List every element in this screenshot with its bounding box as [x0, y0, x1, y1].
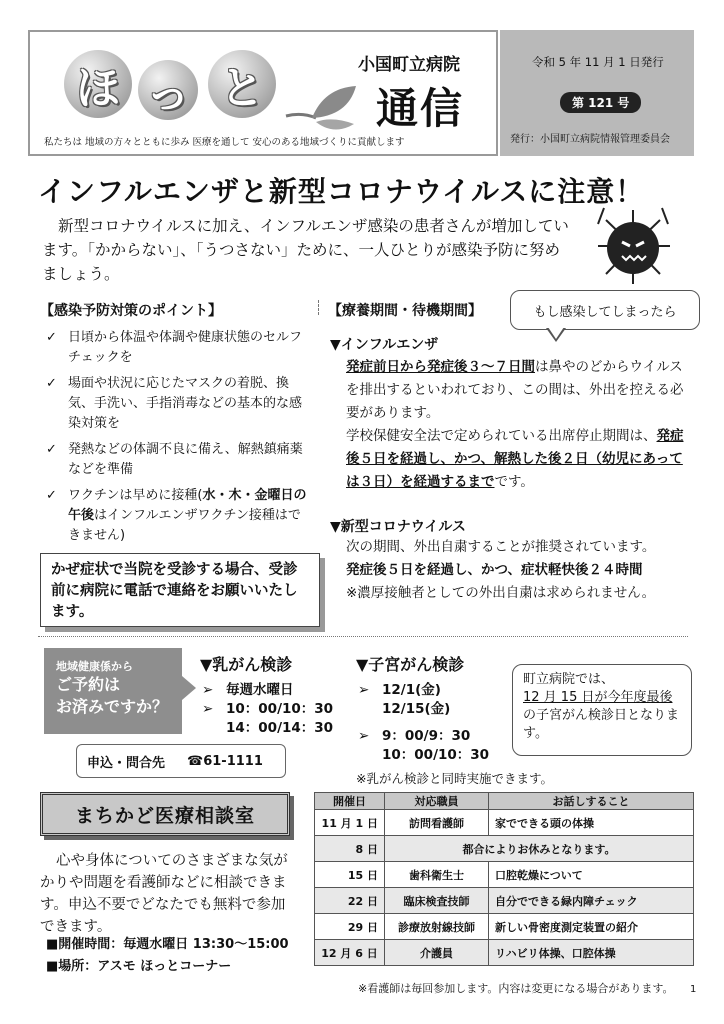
breast-screening: [200, 652, 333, 738]
newsletter-title: 通信: [376, 84, 465, 133]
page-number: 1: [690, 984, 697, 995]
list-item: ✓ 場面や状況に応じたマスクの着脱、換気、手洗い、手指消毒などの基本的な感染対策を: [40, 374, 312, 434]
table-header: お話しすること: [489, 793, 694, 810]
hospital-name: 小国町立病院: [358, 55, 460, 75]
list-item: 12/15(金): [382, 701, 451, 717]
divider: [38, 636, 688, 637]
prevention-section: [40, 300, 312, 552]
table-row: 8 日 都合によりお休みとなります。: [315, 836, 694, 862]
table-row: 12 月 6 日 介護員 リハビリ体操、口腔体操: [315, 940, 694, 966]
virus-icon: [588, 204, 678, 288]
speech-bubble: もし感染してしまったら: [510, 290, 700, 330]
phone-number: ☎61-1111: [187, 753, 263, 769]
logo-char-ho: ほ: [64, 50, 132, 118]
motto: 私たちは 地域の方々とともに歩み 医療を通して 安心のある地域づくりに貢献します: [44, 137, 405, 148]
consult-title: まちかど医療相談室: [40, 792, 290, 836]
intro-text: 新型コロナウイルスに加え、インフルエンザ感染の患者さんが増加しています。「かからない」、「うつさない」ために、一人ひとりが感染予防に努めましょう。: [42, 217, 569, 283]
flu-section: [330, 334, 692, 494]
covid-text-1: 次の期間、外出自粛することが推奨されています。: [346, 539, 656, 555]
breast-title: ▼乳がん検診: [200, 655, 293, 674]
reservation-badge: 地域健康係から ご予約は お済みですか？: [44, 648, 182, 734]
periods-title: 【療養期間・待機期間】: [328, 303, 482, 319]
list-item: ➢ 12/1(金): [356, 681, 553, 700]
issue-number: 第 121 号: [560, 92, 641, 113]
list-item: ✓ ワクチンは早めに接種(水・木・金曜日の午後はインフルエンザワクチン接種はできません): [40, 486, 312, 546]
masthead: [28, 30, 498, 156]
list-item: ➢ 毎週水曜日: [200, 681, 333, 700]
covid-section: [330, 516, 692, 605]
flu-heading: ▼インフルエンザ: [330, 337, 439, 353]
prevention-list: [40, 328, 312, 546]
consult-text: 心や身体についてのさまざまな気がかりや問題を看護師などに相談できます。申込不要でどなたでも無料で参加できます。: [40, 853, 288, 935]
table-row: 22 日 臨床検査技師 自分でできる緑内障チェック: [315, 888, 694, 914]
table-row: 15 日 歯科衛生士 口腔乾燥について: [315, 862, 694, 888]
publisher: 発行：小国町立病院情報管理委員会: [510, 134, 670, 145]
last-date-box: 町立病院では、 12 月 15 日が今年度最後 の子宮がん検診日となります。: [512, 664, 692, 756]
covid-heading: ▼新型コロナウイルス: [330, 519, 466, 535]
flu-text: 発症前日から発症後３～７日間は鼻やのどからウイルスを排出するといわれており、この間は、外出を控える必要があります。 学校保健安全法で定められている出席停止期間は、発症後５日を経過し、かつ、解熱した後２日（幼児にあっては３日）を経過するまでです。: [346, 359, 684, 490]
leaf-icon: [282, 82, 362, 132]
headline: インフルエンザと新型コロナウイルスに注意！: [38, 175, 645, 208]
table-row: 11 月 1 日 訪問看護師 家でできる頭の体操: [315, 810, 694, 836]
list-item: ✓ 日頃から体温や体調や健康状態のセルフチェックを: [40, 328, 312, 368]
list-item: 10：00/10：30: [382, 747, 490, 763]
contact-info: 申込・問合先 ☎61-1111: [76, 744, 286, 778]
consult-info: [46, 934, 289, 978]
list-item: ✓ 発熱などの体調不良に備え、解熱鎮痛薬などを準備: [40, 440, 312, 480]
logo-char-tsu: っ: [138, 60, 198, 120]
table-row: 29 日 診療放射線技師 新しい骨密度測定装置の紹介: [315, 914, 694, 940]
list-item: 14：00/14：30: [226, 720, 334, 736]
issue-info-box: [500, 30, 694, 156]
table-header: 開催日: [315, 793, 385, 810]
prevention-title: 【感染予防対策のポイント】: [40, 303, 222, 319]
list-item: ➢ 10：00/10：30: [200, 700, 333, 719]
schedule-footnote: ※看護師は毎回参加します。内容は変更になる場合があります。: [358, 982, 674, 995]
schedule-table: [314, 792, 694, 966]
cervical-note: ※乳がん検診と同時実施できます。: [356, 771, 553, 786]
list-item: ➢ 9：00/9：30: [356, 727, 553, 746]
covid-text-3: ※濃厚接触者としての外出自粛は求められません。: [346, 585, 656, 601]
consult-place: ■場所：アスモ ほっとコーナー: [46, 959, 232, 974]
notice-box: かぜ症状で当院を受診する場合、受診前に病院に電話で連絡をお願いいたします。: [40, 553, 320, 627]
cervical-title: ▼子宮がん検診: [356, 655, 465, 674]
table-header: 対応職員: [385, 793, 489, 810]
logo-char-to: と: [208, 50, 276, 118]
issue-date: 令和 5 年 11 月 1 日発行: [532, 55, 664, 69]
consult-time: ■開催時間：毎週水曜日 13:30～15:00: [46, 937, 289, 952]
covid-text-2: 発症後５日を経過し、かつ、症状軽快後２４時間: [346, 562, 643, 578]
